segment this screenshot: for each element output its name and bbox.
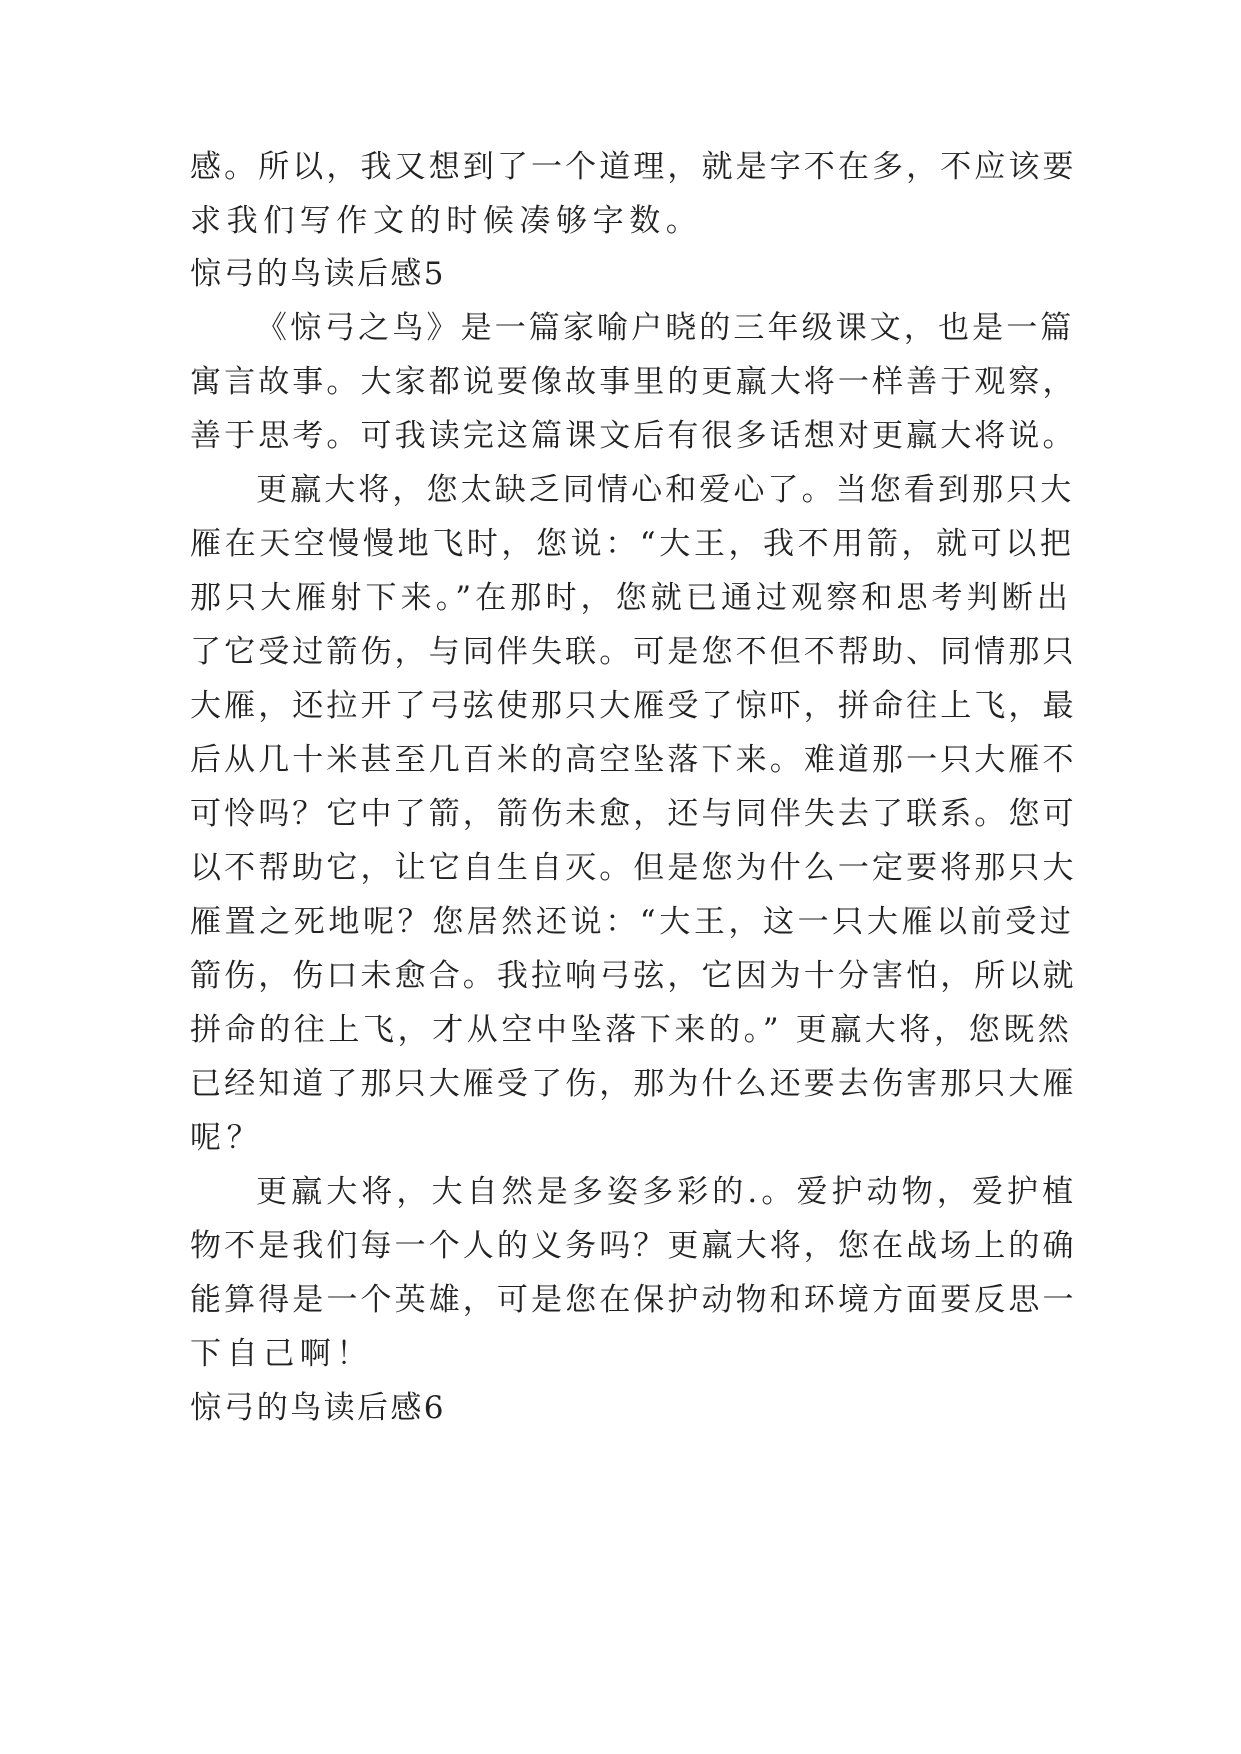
body-text-line: 寓言故事。大家都说要像故事里的更羸大将一样善于观察， <box>190 364 1077 400</box>
paragraph-first-line: 更羸大将，您太缺乏同情心和爱心了。当您看到那只大 <box>256 472 1075 508</box>
body-text-line: 善于思考。可我读完这篇课文后有很多话想对更羸大将说。 <box>190 418 1077 454</box>
body-text-line: 可怜吗？它中了箭，箭伤未愈，还与同伴失去了联系。您可 <box>190 796 1077 832</box>
body-text-line: 求我们写作文的时候凑够字数。 <box>190 203 703 239</box>
paragraph-first-line: 更羸大将，大自然是多姿多彩的.。爱护动物，爱护植 <box>256 1174 1078 1210</box>
section-heading: 惊弓的鸟读后感6 <box>190 1390 446 1426</box>
body-text-line: 呢？ <box>190 1120 264 1156</box>
paragraph-first-line: 《惊弓之鸟》是一篇家喻户晓的三年级课文，也是一篇 <box>256 310 1075 346</box>
body-text-line: 大雁，还拉开了弓弦使那只大雁受了惊吓，拼命往上飞，最 <box>190 688 1077 724</box>
body-text-line: 雁置之死地呢？您居然还说：“大王，这一只大雁以前受过 <box>190 904 1075 940</box>
body-text-line: 下自己啊！ <box>190 1336 373 1372</box>
body-text-line: 那只大雁射下来。”在那时，您就已通过观察和思考判断出 <box>190 580 1072 616</box>
body-text-line: 感。所以，我又想到了一个道理，就是字不在多，不应该要 <box>190 149 1077 185</box>
section-heading: 惊弓的鸟读后感5 <box>190 256 446 292</box>
body-text-line: 了它受过箭伤，与同伴失联。可是您不但不帮助、同情那只 <box>190 634 1077 670</box>
body-text-line: 已经知道了那只大雁受了伤，那为什么还要去伤害那只大雁 <box>190 1066 1077 1102</box>
body-text-line: 雁在天空慢慢地飞时，您说：“大王，我不用箭，就可以把 <box>190 526 1075 562</box>
body-text-line: 后从几十米甚至几百米的高空坠落下来。难道那一只大雁不 <box>190 742 1077 778</box>
body-text-line: 物不是我们每一个人的义务吗？更羸大将，您在战场上的确 <box>190 1228 1077 1264</box>
body-text-line: 拼命的往上飞，才从空中坠落下来的。” 更羸大将，您既然 <box>190 1012 1073 1048</box>
body-text-line: 以不帮助它，让它自生自灭。但是您为什么一定要将那只大 <box>190 850 1077 886</box>
body-text-line: 能算得是一个英雄，可是您在保护动物和环境方面要反思一 <box>190 1282 1077 1318</box>
body-text-line: 箭伤，伤口未愈合。我拉响弓弦，它因为十分害怕，所以就 <box>190 958 1077 994</box>
